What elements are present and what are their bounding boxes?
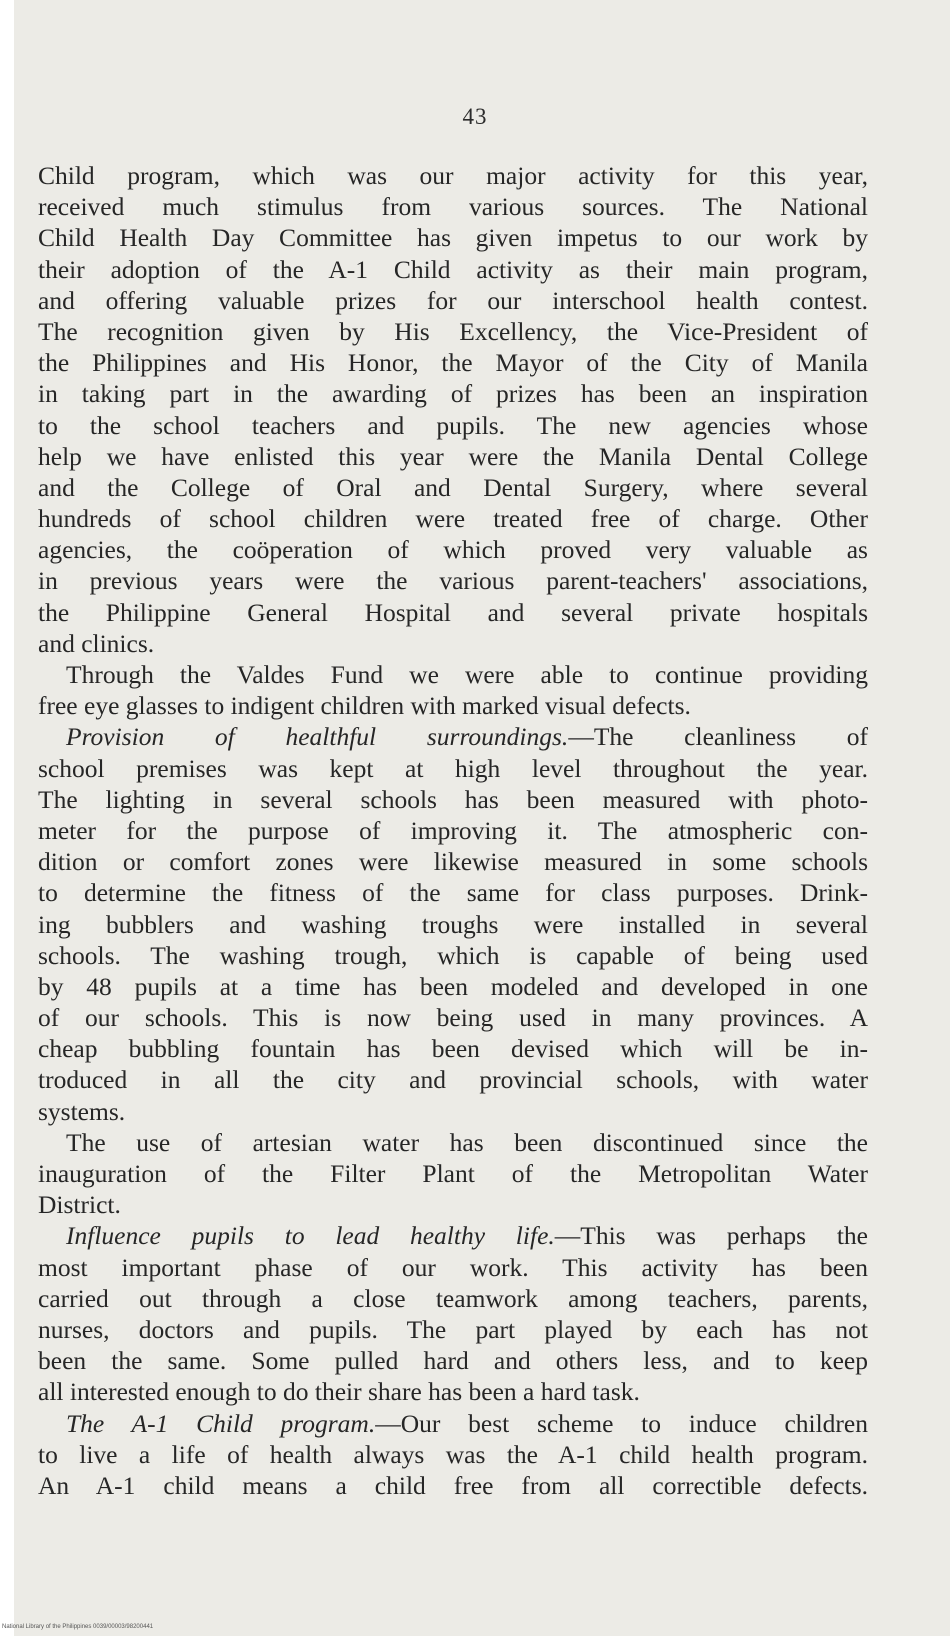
text-line: nurses, doctors and pupils. The part played by each has not: [38, 1314, 868, 1344]
text-run: —The cleanliness of: [568, 722, 868, 752]
text-line: [38, 721, 868, 752]
paragraph-healthy-life: [38, 1220, 868, 1407]
text-line: and offering valuable prizes for our interschool health contest.: [38, 285, 868, 315]
page-number: 43: [462, 104, 488, 129]
text-line: and clinics.: [38, 628, 155, 658]
text-line: to live a life of health always was the A-1 child health program.: [38, 1439, 868, 1469]
text-line: troduced in all the city and provincial schools, with water: [38, 1065, 868, 1095]
text-line: the Philippines and His Honor, the Mayor of the City of Manila: [38, 348, 868, 378]
text-line: in previous years were the various parent-teachers' associations,: [38, 566, 868, 596]
text-line: of our schools. This is now being used in many provinces. A: [38, 1003, 868, 1033]
text-line: inauguration of the Filter Plant of the Metropolitan Water: [38, 1159, 868, 1188]
text-line: [38, 1220, 868, 1251]
text-line: ing bubblers and washing troughs were installed in several: [38, 909, 868, 939]
text-line: their adoption of the A-1 Child activity as their main program,: [38, 254, 868, 284]
body-text: [38, 160, 868, 1501]
text-line: systems.: [38, 1096, 126, 1126]
section-heading: The A-1 Child program.: [66, 1408, 376, 1438]
text-line: by 48 pupils at a time has been modeled and developed in one: [38, 971, 868, 1001]
text-line: cheap bubbling fountain has been devised which will be in-: [38, 1034, 868, 1064]
text-line: District.: [38, 1190, 121, 1220]
text-line: dition or comfort zones were likewise measured in some schools: [38, 847, 868, 877]
text-line: The use of artesian water has been discontinued since the: [66, 1127, 868, 1157]
text-line: to the school teachers and pupils. The new agencies whose: [38, 410, 868, 440]
text-line: An A-1 child means a child free from all correctible defects.: [38, 1470, 868, 1500]
text-line: Child Health Day Committee has given impetus to our work by: [38, 223, 868, 253]
paragraph-a1-program-support: [38, 160, 868, 659]
text-line: meter for the purpose of improving it. The atmospheric con-: [38, 815, 868, 845]
section-heading: Influence pupils to lead healthy life.: [66, 1221, 555, 1251]
text-line: been the same. Some pulled hard and others less, and to keep: [38, 1346, 868, 1376]
text-line: school premises was kept at high level throughout the year.: [38, 753, 868, 783]
text-line: help we have enlisted this year were the Manila Dental College: [38, 441, 868, 471]
text-line: carried out through a close teamwork among teachers, parents,: [38, 1283, 868, 1313]
paragraph-a1-child-program: [38, 1408, 868, 1502]
text-line: [38, 1408, 868, 1439]
text-line: received much stimulus from various sources. The National: [38, 192, 868, 222]
text-line: the Philippine General Hospital and several private hospitals: [38, 597, 868, 627]
text-line: The recognition given by His Excellency, the Vice-President of: [38, 316, 868, 346]
text-run: —This was perhaps the: [554, 1221, 868, 1251]
paragraph-artesian-water: [38, 1127, 868, 1221]
text-line: and the College of Oral and Dental Surgery, where several: [38, 472, 868, 502]
text-line: most important phase of our work. This activity has been: [38, 1252, 868, 1282]
text-run: —Our best scheme to induce children: [375, 1408, 868, 1438]
text-line: Child program, which was our major activity for this year,: [38, 161, 868, 190]
text-line: in taking part in the awarding of prizes has been an inspiration: [38, 379, 868, 409]
text-line: free eye glasses to indigent children with marked visual defects.: [38, 691, 691, 721]
section-heading: Provision of healthful surroundings.: [66, 722, 569, 752]
text-line: hundreds of school children were treated free of charge. Other: [38, 504, 868, 534]
text-line: schools. The washing trough, which is capable of being used: [38, 940, 868, 970]
text-line: agencies, the coöperation of which proved very valuable as: [38, 535, 868, 565]
text-line: all interested enough to do their share has been a hard task.: [38, 1377, 640, 1407]
text-line: The lighting in several schools has been measured with photo-: [38, 784, 868, 814]
paragraph-valdes-fund: [38, 659, 868, 721]
text-line: Through the Valdes Fund we were able to continue providing: [66, 660, 868, 689]
paragraph-healthful-surroundings: [38, 721, 868, 1126]
library-credit: National Library of the Philippines 0039/00003/98200441: [2, 1624, 154, 1630]
text-line: to determine the fitness of the same for class purposes. Drink-: [38, 878, 868, 908]
